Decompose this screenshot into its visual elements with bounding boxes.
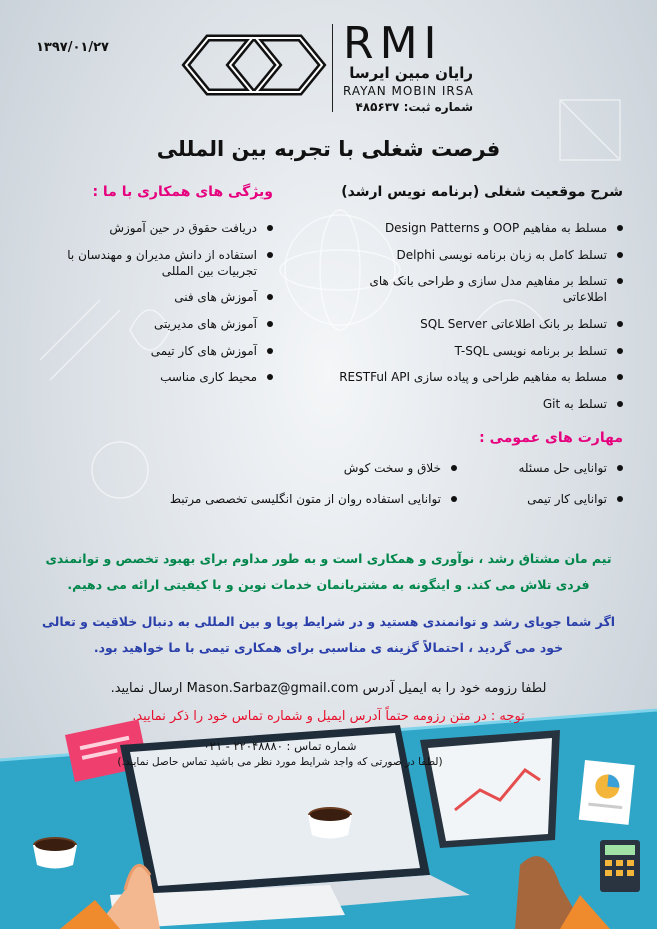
list-item: مسلط به مفاهیم OOP و Design Patterns [323, 220, 623, 236]
logo-persian-name: رایان مبین ایرسا [349, 64, 473, 82]
list-item: دریافت حقوق در حین آموزش [33, 220, 273, 236]
list-item: توانایی کار تیمی [483, 491, 623, 507]
benefits-section-title: ویژگی های همکاری با ما : [92, 184, 273, 200]
list-item: توانایی استفاده روان از متون انگلیسی تخصصی مرتبط [157, 491, 457, 507]
list-item: توانایی حل مسئله [483, 460, 623, 476]
job-requirements-list [323, 220, 623, 423]
note-line: توجه : در متن رزومه حتماً آدرس ایمیل و شماره تماس خود را ذکر نمایید. [132, 709, 525, 724]
date: ۱۳۹۷/۰۱/۲۷ [36, 40, 109, 55]
rmi-logo-icon [178, 30, 330, 100]
list-item: مسلط به مفاهیم طراحی و پیاده سازی RESTFul API [323, 369, 623, 385]
page-title: فرصت شغلی با تجربه بین المللی [156, 137, 501, 161]
skills-section-title: مهارت های عمومی : [479, 430, 623, 446]
list-item: خلاق و سخت کوش [157, 460, 457, 476]
list-item: تسلط بر برنامه نویسی T-SQL [323, 343, 623, 359]
logo-registration: شماره ثبت: ۴۸۵۶۳۷ [355, 100, 473, 114]
invitation-paragraph: اگر شما جویای رشد و توانمندی هستید و در شرایط پویا و بین المللی به دنبال خلاقیت و تعالی خود می گردید ، احتمالاً گزینه ی مناسبی برای همکاری تیمی با ما خواهید بود. [41, 614, 616, 655]
logo-rmi-text: RMI [343, 18, 443, 69]
list-item: استفاده از دانش مدیران و مهندسان با تجربیات بین المللی [33, 247, 273, 279]
send-resume-line: لطفا رزومه خود را به ایمیل آدرس Mason.Sarbaz@gmail.com ارسال نمایید. [110, 681, 547, 696]
list-item: محیط کاری مناسب [33, 369, 273, 385]
desk-illustration [0, 690, 657, 929]
list-item: آموزش های کار تیمی [33, 343, 273, 359]
list-item: تسلط بر بانک اطلاعاتی SQL Server [323, 316, 623, 332]
benefits-list [33, 220, 273, 396]
logo-divider [332, 24, 333, 112]
list-item: آموزش های مدیریتی [33, 316, 273, 332]
team-paragraph: تیم مان مشتاق رشد ، نوآوری و همکاری است و به طور مداوم برای بهبود تخصص و توانمندی فردی تلاش می کند. و اینگونه به مشتریانمان خدمات نوین و با کیفیتی ارائه می دهیم. [45, 551, 612, 592]
logo-english-name: RAYAN MOBIN IRSA [343, 84, 474, 98]
list-item: آموزش های فنی [33, 289, 273, 305]
phone-line: شماره تماس : ۲۲۰۴۸۸۸۰ - ۰۲۱ [203, 739, 357, 753]
skills-list-left [157, 460, 457, 522]
phone-note: (لطفا در صورتی که واجد شرایط مورد نظر می باشید تماس حاصل نمایید.) [117, 756, 443, 768]
list-item: تسلط به Git [323, 396, 623, 412]
list-item: تسلط بر مفاهیم مدل سازی و طراحی بانک های اطلاعاتی [323, 273, 623, 305]
job-section-title: شرح موقعیت شغلی (برنامه نویس ارشد) [341, 184, 623, 200]
skills-list-right [483, 460, 623, 522]
list-item: تسلط کامل به زبان برنامه نویسی Delphi [323, 247, 623, 263]
